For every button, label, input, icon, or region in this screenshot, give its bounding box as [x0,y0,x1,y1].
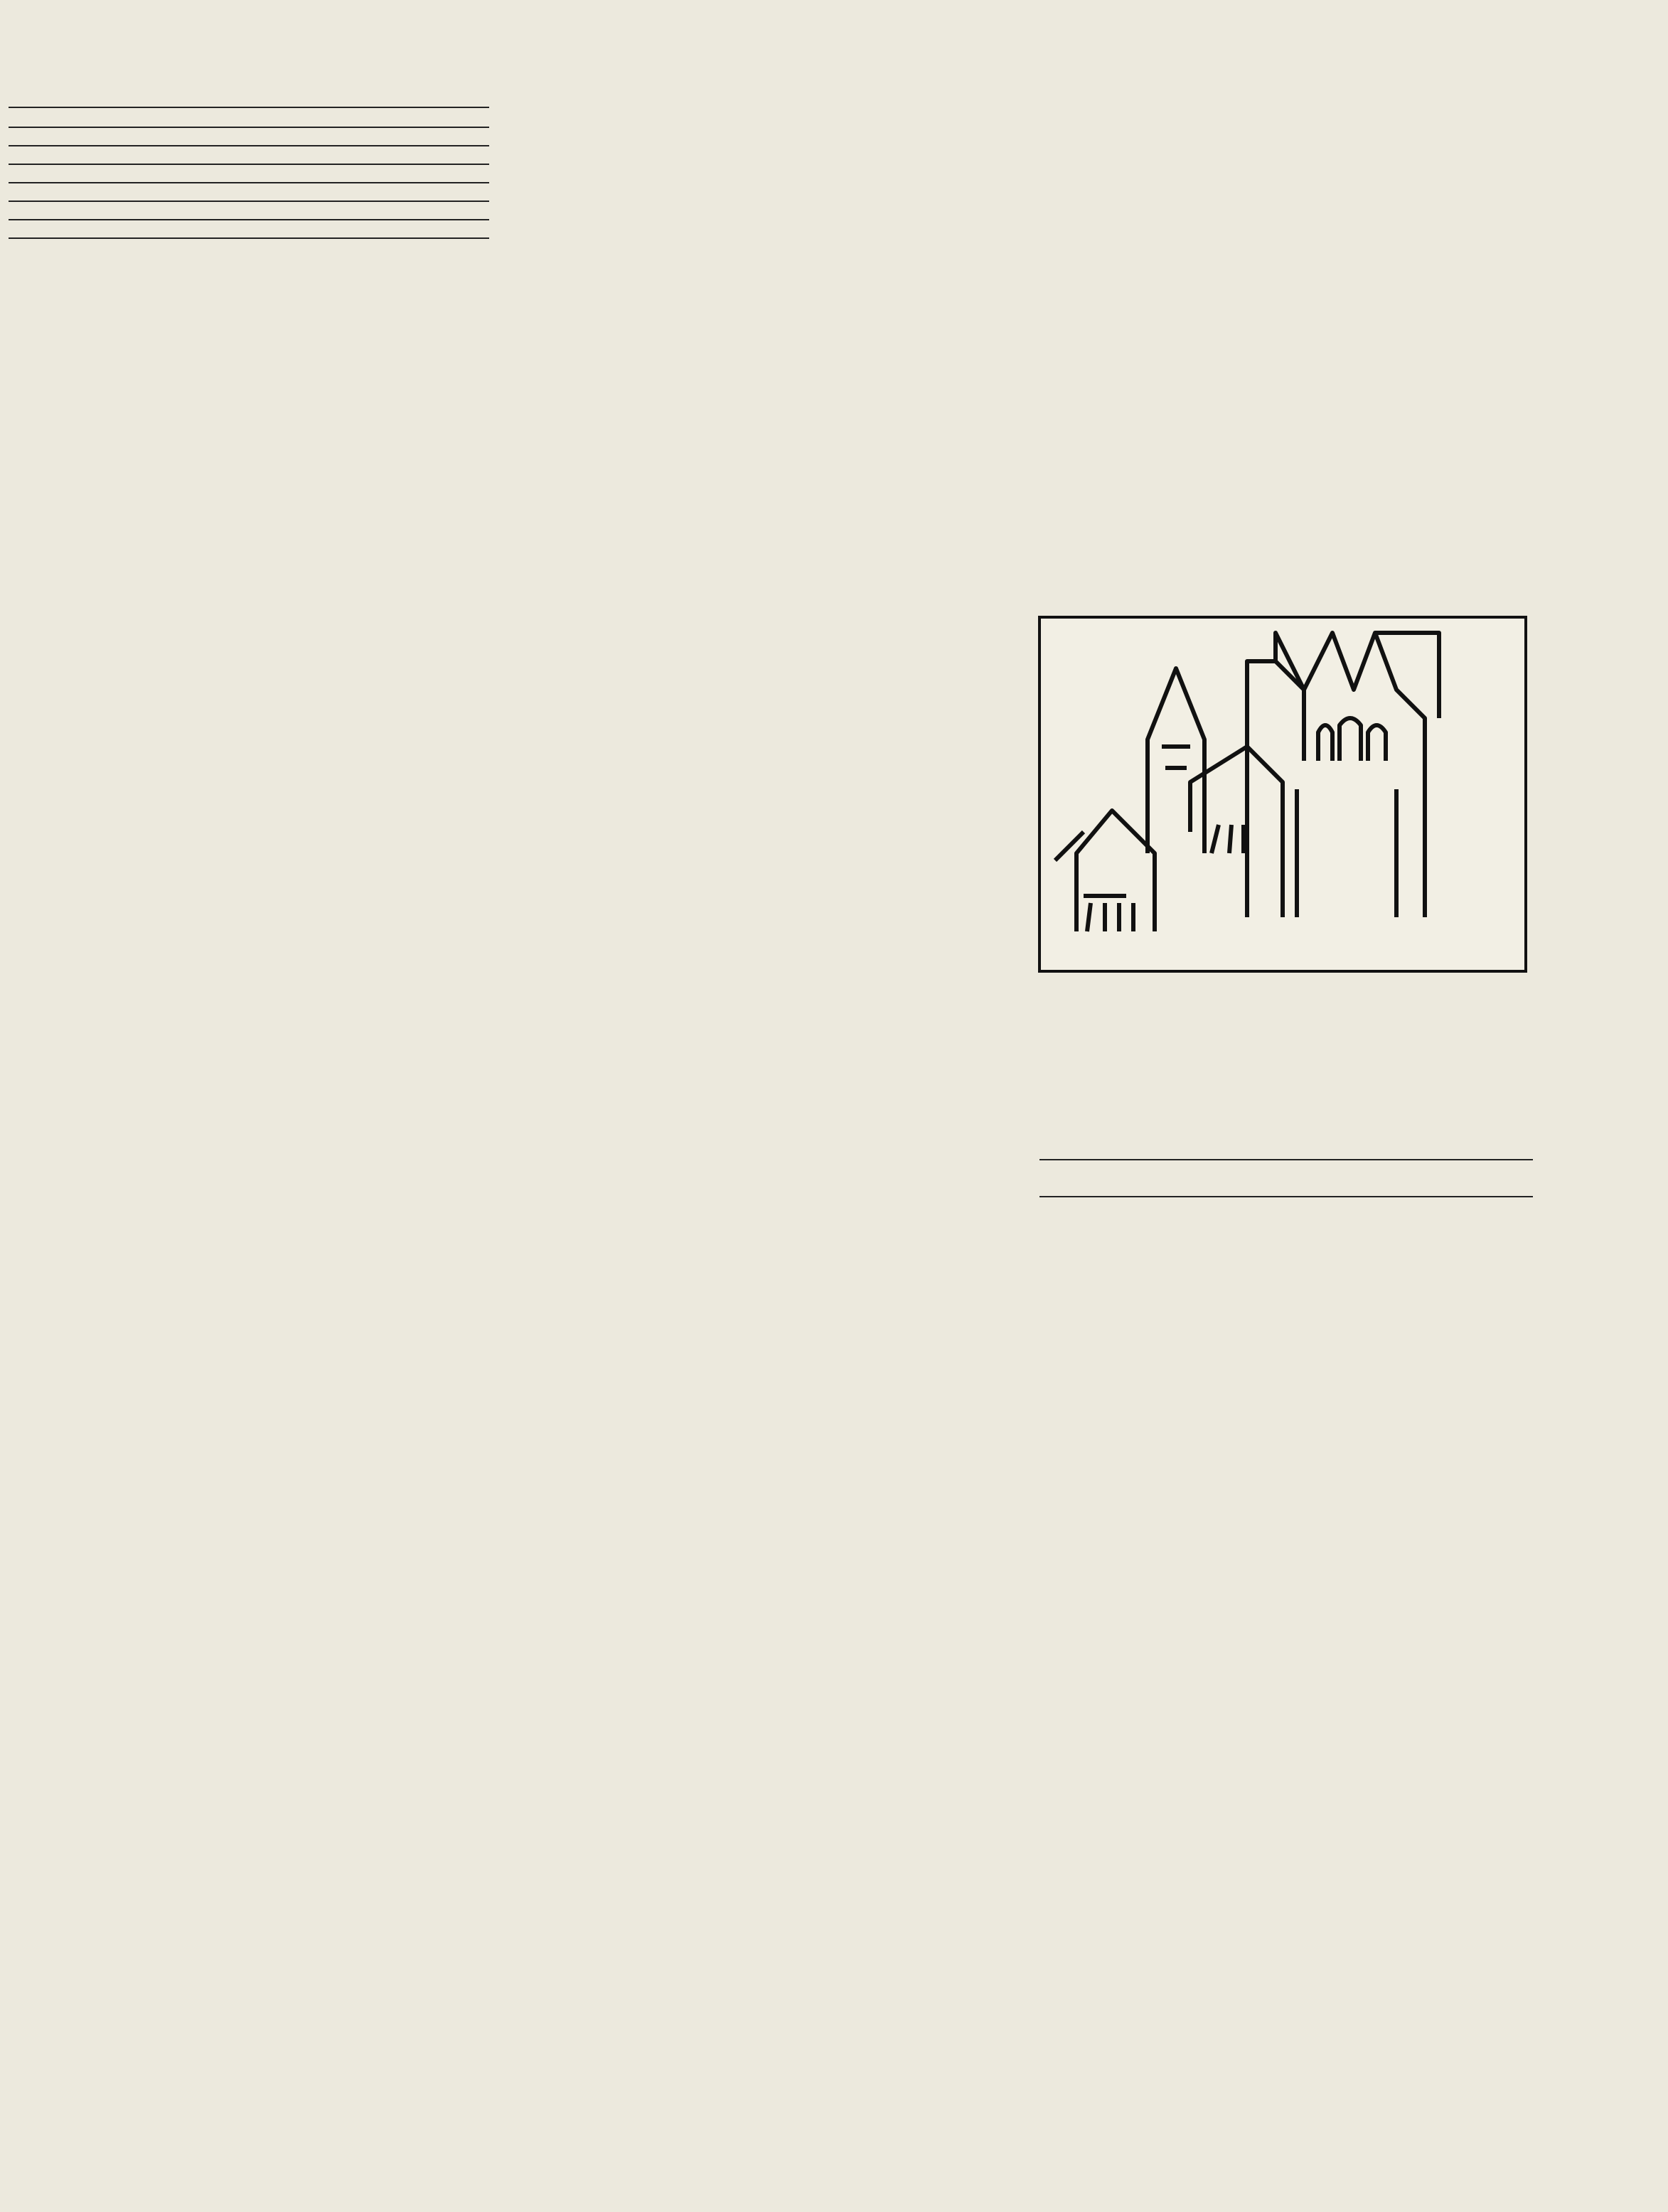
church-drawing-icon [1041,619,1524,970]
event-item [9,220,489,239]
coming-events-list [9,128,489,239]
top-rule [9,107,489,108]
new-churches-grow-logo [1038,616,1527,973]
event-item [9,183,489,202]
event-item [9,128,489,146]
new-churches-list [1039,1159,1533,1197]
event-item [9,146,489,165]
event-item [9,202,489,220]
column-left [9,0,489,274]
event-item [9,165,489,183]
total-churches [1039,1160,1533,1197]
